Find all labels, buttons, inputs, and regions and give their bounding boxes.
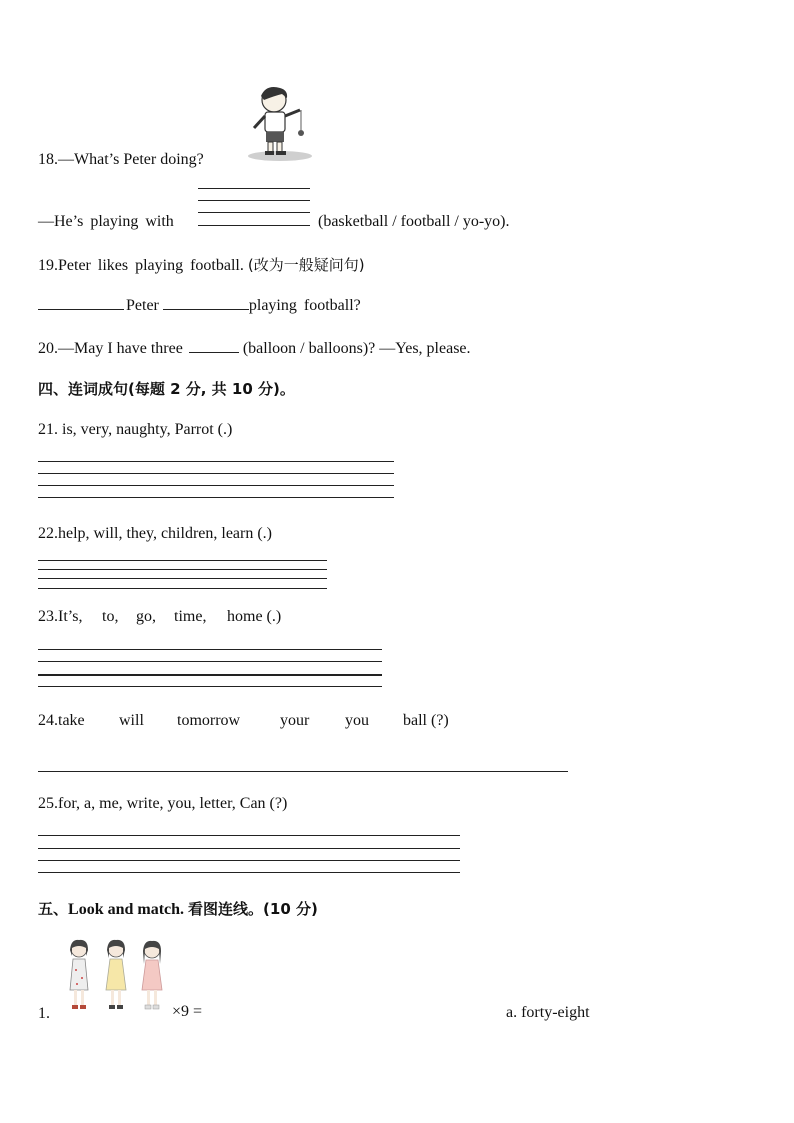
q24-word-5: you	[345, 712, 369, 729]
q25-words: for, a, me, write, you, letter, Can (?)	[58, 795, 288, 812]
q24-word-1: take	[58, 712, 85, 729]
q22-number: 22.	[38, 525, 58, 542]
q20-options: (balloon / balloons)?	[242, 340, 376, 357]
q24-question	[38, 712, 449, 730]
boy-yoyo-illustration	[244, 82, 314, 164]
q24-word-3: tomorrow	[177, 712, 241, 729]
match1-option-a[interactable]: a. forty-eight	[506, 1004, 590, 1021]
q22-line-1[interactable]	[38, 560, 327, 561]
q24-word-2: will	[119, 712, 144, 729]
q19-blank-2[interactable]	[163, 295, 249, 310]
q18-line-3	[198, 212, 310, 213]
section5-title-cn: 看图连线。(10 分)	[188, 900, 318, 918]
q23-word-1: It’s,	[58, 608, 83, 625]
q25-line-4[interactable]	[38, 872, 460, 873]
q25-line-1[interactable]	[38, 835, 460, 836]
q19-number: 19.	[38, 257, 58, 274]
q19-question	[38, 254, 365, 275]
q20-reply: —Yes, please.	[379, 340, 471, 357]
q19-word-1: Peter	[126, 297, 159, 314]
q25-line-2[interactable]	[38, 848, 460, 849]
q21-words: is, very, naughty, Parrot (.)	[62, 421, 233, 438]
q23-word-5: home (.)	[227, 608, 282, 625]
q24-line-1[interactable]	[38, 771, 568, 772]
q23-line-1[interactable]	[38, 649, 382, 650]
q20-number: 20.	[38, 340, 58, 357]
section4-title: 四、连词成句(每题 2 分, 共 10 分)。	[38, 380, 295, 398]
q22-words: help, will, they, children, learn (.)	[58, 525, 272, 542]
q20-blank[interactable]	[189, 338, 239, 353]
section5-title-en: Look and match.	[68, 901, 185, 918]
section5-title-prefix: 五、	[38, 900, 69, 918]
q18-answer-prefix: —He’s playing with	[38, 213, 174, 230]
q18-line-4	[198, 225, 310, 226]
q18-line-1	[198, 188, 310, 189]
q19-blank-1[interactable]	[38, 295, 124, 310]
q21-line-2[interactable]	[38, 473, 394, 474]
q24-word-4: your	[280, 712, 310, 729]
q19-answer	[38, 295, 361, 315]
q21-question	[38, 421, 232, 439]
q22-question	[38, 525, 272, 543]
q23-word-4: time,	[174, 608, 207, 625]
q18-line-2	[198, 200, 310, 201]
q23-line-3[interactable]	[38, 674, 382, 676]
q22-line-2[interactable]	[38, 569, 327, 570]
q18-question	[38, 151, 204, 169]
q18-question-text: —What’s Peter doing?	[58, 151, 204, 168]
match1-expression: ×9 =	[172, 1003, 203, 1020]
q25-question	[38, 795, 287, 813]
q20-question-start: —May I have three	[58, 340, 183, 357]
q18-options: (basketball / football / yo-yo).	[318, 213, 510, 230]
q21-line-4[interactable]	[38, 497, 394, 498]
q21-line-3[interactable]	[38, 485, 394, 486]
q19-sentence: Peter likes playing football.	[58, 257, 244, 274]
q18-number: 18.	[38, 151, 58, 168]
q24-number: 24.	[38, 712, 58, 729]
q19-instruction: (改为一般疑问句)	[247, 256, 365, 274]
q21-number: 21.	[38, 421, 58, 438]
q23-line-4[interactable]	[38, 686, 382, 687]
q19-word-2: playing football?	[248, 297, 361, 314]
q23-question	[38, 608, 281, 626]
q20-question	[38, 338, 471, 358]
q23-word-2: to,	[102, 608, 119, 625]
q23-word-3: go,	[136, 608, 156, 625]
match1-number: 1.	[38, 1005, 50, 1022]
section5-title	[38, 898, 318, 919]
q23-line-2[interactable]	[38, 661, 382, 662]
q23-number: 23.	[38, 608, 58, 625]
q22-line-3[interactable]	[38, 578, 327, 579]
q24-word-6: ball (?)	[403, 712, 449, 729]
three-girls-illustration	[64, 938, 172, 1020]
q25-number: 25.	[38, 795, 58, 812]
q22-line-4[interactable]	[38, 588, 327, 589]
q25-line-3[interactable]	[38, 860, 460, 861]
q21-line-1[interactable]	[38, 461, 394, 462]
